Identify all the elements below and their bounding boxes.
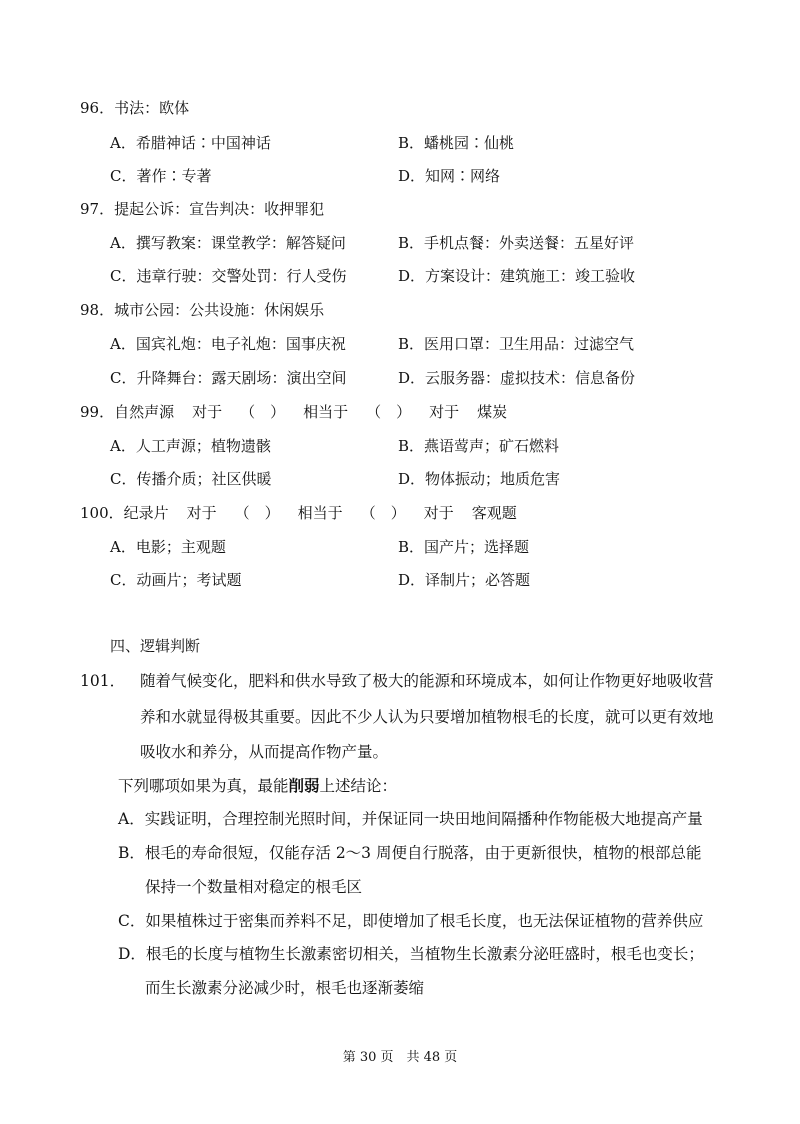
section-title: 四、逻辑判断: [110, 637, 201, 655]
question-96-option-d: D．知网∶网络: [398, 167, 501, 185]
question-99-word-for-2: 对于: [429, 403, 460, 421]
question-101-text-1: 随着气候变化，肥料和供水导致了极大的能源和环境成本，如何让作物更好地吸收营: [140, 672, 714, 690]
question-101-prompt-post: 上述结论：: [319, 777, 398, 795]
question-101-prompt-pre: 下列哪项如果为真，最能: [118, 777, 289, 795]
question-98-option-a: A．国宾礼炮：电子礼炮：国事庆祝: [110, 335, 346, 353]
question-101-option-a: A．实践证明，合理控制光照时间，并保证同一块田地间隔播种作物能极大地提高产量: [118, 810, 703, 828]
question-97-option-d: D．方案设计：建筑施工：竣工验收: [398, 267, 636, 285]
question-101-para-2: 养和水就显得极其重要。因此不少人认为只要增加植物根毛的长度，就可以更有效地: [140, 708, 714, 726]
question-100-option-b: B．国产片；选择题: [398, 538, 530, 556]
question-99-option-b: B．燕语莺声；矿石燃料: [398, 437, 560, 455]
question-100-title: [80, 503, 517, 523]
question-101-para-1: [80, 671, 714, 691]
question-101-option-d-line-2: 而生长激素分泌减少时，根毛也逐渐萎缩: [145, 979, 425, 997]
question-101-option-b-line-2: 保持一个数量相对稳定的根毛区: [145, 878, 363, 896]
question-99-blank-1: （ ）: [240, 403, 286, 421]
question-101-prompt-bold: 削弱: [288, 777, 320, 795]
question-98-option-b: B．医用口罩：卫生用品：过滤空气: [398, 335, 635, 353]
question-101-prompt: [118, 776, 397, 796]
question-100-end: 客观题: [471, 504, 517, 522]
question-101-option-d-line-1: D．根毛的长度与植物生长激素密切相关，当植物生长激素分泌旺盛时，根毛也变长；: [118, 945, 704, 963]
question-100-stem: 100．纪录片: [80, 504, 169, 522]
question-96-option-b: B．蟠桃园∶仙桃: [398, 134, 515, 152]
question-101-option-c: C．如果植株过于密集而养料不足，即使增加了根毛长度，也无法保证植物的营养供应: [118, 912, 704, 930]
question-96-option-c: C．著作∶专著: [110, 167, 212, 185]
question-97-option-a: A．撰写教案：课堂教学：解答疑问: [110, 234, 346, 252]
question-100-word-for: 对于: [186, 504, 217, 522]
question-96-option-a: A．希腊神话∶中国神话: [110, 134, 271, 152]
question-98-option-c: C．升降舞台：露天剧场：演出空间: [110, 369, 347, 387]
question-101-para-3: 吸收水和养分，从而提高作物产量。: [140, 743, 389, 761]
question-100-blank-1: （ ）: [234, 504, 280, 522]
question-99-end: 煤炭: [477, 403, 508, 421]
question-96-title: 96．书法：欧体: [80, 99, 190, 117]
question-97-title: 97．提起公诉：宣告判决：收押罪犯: [80, 200, 325, 218]
question-98-option-d: D．云服务器：虚拟技术：信息备份: [398, 369, 636, 387]
question-99-option-c: C．传播介质；社区供暖: [110, 470, 272, 488]
question-99-blank-2: （ ）: [366, 403, 412, 421]
question-97-option-c: C．违章行驶：交警处罚：行人受伤: [110, 267, 347, 285]
question-99-option-d: D．物体振动；地质危害: [398, 470, 561, 488]
question-100-word-equivalent: 相当于: [297, 504, 343, 522]
question-100-option-a: A．电影；主观题: [110, 538, 226, 556]
question-99-title: [80, 402, 507, 422]
question-99-word-for: 对于: [192, 403, 223, 421]
question-101-option-b-line-1: B．根毛的寿命很短，仅能存活 2～3 周便自行脱落，由于更新很快，植物的根部总能: [118, 844, 702, 862]
question-98-title: 98．城市公园：公共设施：休闲娱乐: [80, 301, 325, 319]
question-100-option-c: C．动画片；考试题: [110, 571, 242, 589]
question-99-option-a: A．人工声源；植物遗骸: [110, 437, 271, 455]
question-100-option-d: D．译制片；必答题: [398, 571, 531, 589]
page-footer: 第 30 页 共 48 页: [342, 1050, 458, 1065]
question-100-word-for-2: 对于: [423, 504, 454, 522]
question-97-option-b: B．手机点餐：外卖送餐：五星好评: [398, 234, 635, 252]
question-101-number: 101．: [80, 672, 126, 690]
question-99-word-equivalent: 相当于: [303, 403, 349, 421]
question-100-blank-2: （ ）: [360, 504, 406, 522]
question-99-stem: 99．自然声源: [80, 403, 175, 421]
